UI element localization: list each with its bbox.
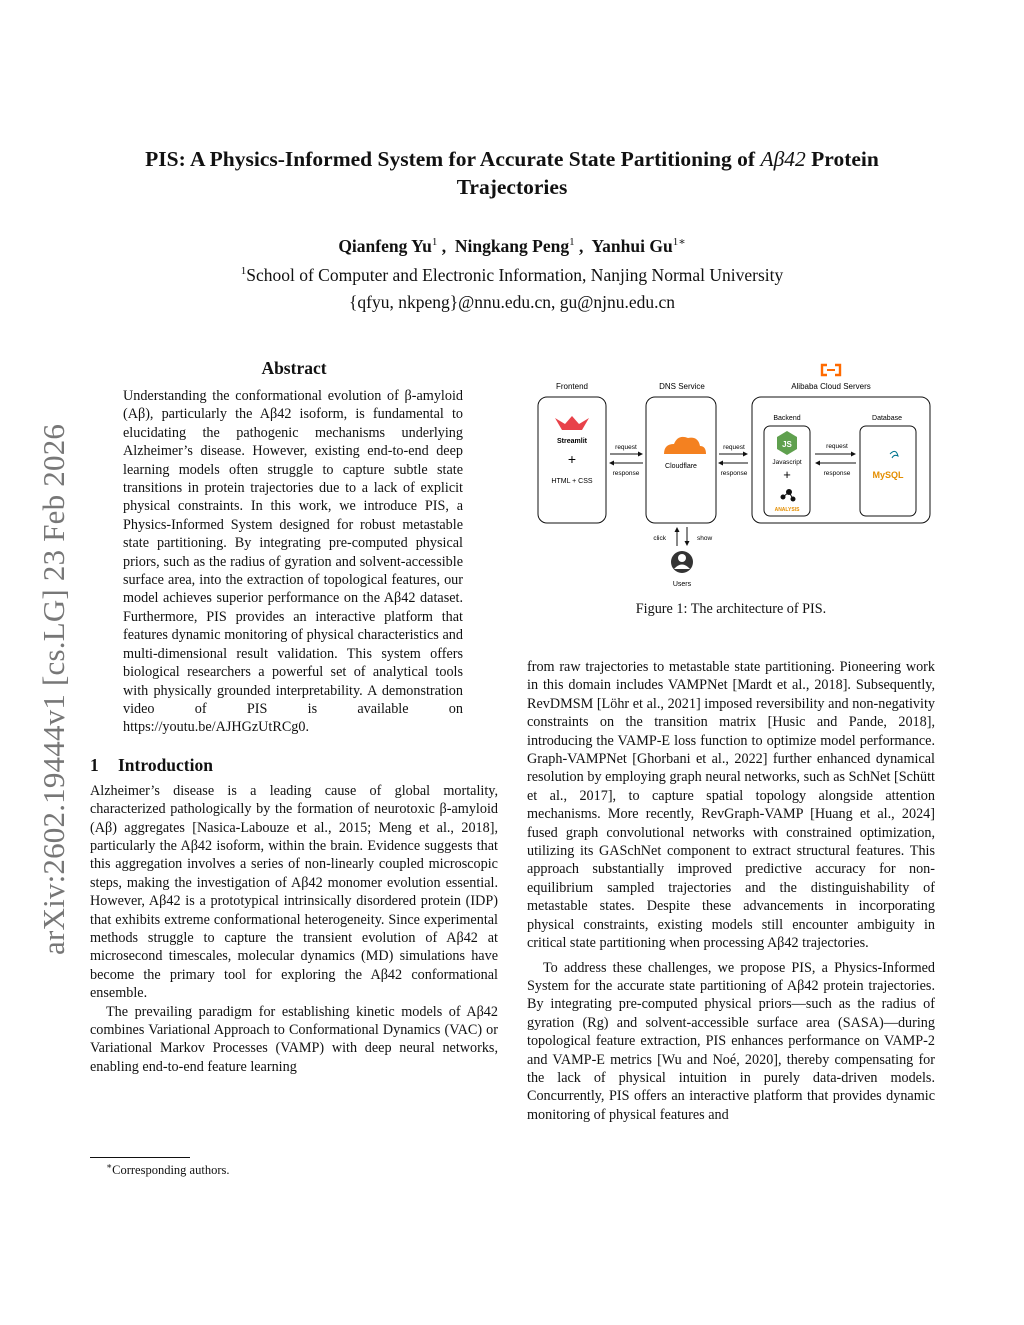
alibaba-cloud-icon <box>822 365 840 375</box>
architecture-figure <box>527 362 935 594</box>
intro-paragraph-1: Alzheimer’s disease is a leading cause of global mortality, characterized pathologically by the formation of neurotoxic β-amyloid (Aβ) aggregates [Nasica-Labouze et al., 2015; Meng et al., 2018], particularly the Aβ42 isoform, within the brain. Evidence suggests that this aggregation involves a series of non-linearly coupled microscopic steps, making the investigation of Aβ42 monomer evolution essential. However, Aβ42 is a prototypical intrinsically disordered protein (IDP) that exhibits extreme conformational heterogeneity. Since experimental methods struggle to capture the transient evolution of Aβ42 at microsecond timescales, molecular dynamics (MD) simulations have become the primary tool for exploring the Aβ42 conformational ensemble. <box>90 782 498 1002</box>
footnote-mark: ∗ <box>106 1161 113 1171</box>
cloudflare-label: Cloudflare <box>665 463 697 470</box>
dns-label: DNS Service <box>659 382 705 391</box>
figure-caption: Figure 1: The architecture of PIS. <box>635 601 827 617</box>
title-math: Aβ42 <box>760 147 806 171</box>
paper-title <box>80 145 944 201</box>
click-label: click <box>653 535 666 542</box>
author-mark: 1 <box>431 236 438 248</box>
author-name: Qianfeng Yu <box>338 235 432 256</box>
request-label-3: request <box>826 443 848 450</box>
arrow-response-1 <box>609 461 643 466</box>
svg-text:JS: JS <box>782 440 792 449</box>
intro-heading <box>90 755 498 776</box>
cloud-label: Alibaba Cloud Servers <box>791 382 871 391</box>
backend-label: Backend <box>773 415 801 422</box>
arxiv-identifier: arXiv:2602.19444v1 [cs.LG] 23 Feb 2026 <box>36 423 71 955</box>
title-text-a: PIS: A Physics-Informed System for Accurate State Partitioning of <box>145 147 761 171</box>
section-number: 1 <box>90 754 99 775</box>
response-label-2: response <box>720 470 748 477</box>
request-label-1: request <box>615 444 637 451</box>
database-label: Database <box>872 415 902 422</box>
dns-box <box>646 397 716 523</box>
intro-paragraph-4: To address these challenges, we propose PIS, a Physics-Informed System for the accurate state partitioning of Aβ42 protein trajectories. By integrating pre-computed physical priors—such as the radius of gyration (Rg) and solvent-accessible surface area (SASA)—during topological feature extraction, PIS enhances performance on VAMP-2 and VAMP-E metrics [Wu and Noé, 2020], thereby compensating for the lack of physical intuition in purely data-driven models. Concurrently, PIS offers an interactive platform that provides dynamic monitoring of physical features and <box>527 959 935 1123</box>
author-mark: 1 <box>569 236 575 248</box>
plus-sign: + <box>567 451 577 467</box>
affiliation-mark: 1 <box>240 265 247 277</box>
footnote <box>106 1161 229 1178</box>
footnote-rule <box>90 1157 190 1158</box>
title-text-c: Trajectories <box>456 175 568 199</box>
users-label: Users <box>672 581 692 588</box>
javascript-label: Javascript <box>772 459 802 466</box>
author-name: Ningkang Peng <box>454 235 570 256</box>
intro-paragraph-2: The prevailing paradigm for establishing kinetic models of Aβ42 combines Variational Approach to Conformational Dynamics (VAC) or Variational Markov Processes (VAMP) with deep neural networks, enabling end-to-end feature learning <box>90 1003 498 1075</box>
left-column <box>90 358 498 1076</box>
arrow-request-1 <box>610 452 643 457</box>
author-name: Yanhui Gu <box>591 235 673 256</box>
title-text-b: Protein <box>805 147 879 171</box>
arrow-response-2 <box>718 461 748 466</box>
footnote-text: Corresponding authors. <box>112 1163 230 1178</box>
users-icon <box>671 551 693 573</box>
response-label-3: response <box>823 470 851 477</box>
arrow-click <box>675 527 680 546</box>
mysql-label: MySQL <box>872 470 904 480</box>
emails: {qfyu, nkpeng}@nnu.edu.cn, gu@njnu.edu.cn <box>348 291 676 312</box>
frontend-label: Frontend <box>555 382 589 391</box>
author-mark: 1∗ <box>672 236 686 248</box>
streamlit-label: Streamlit <box>557 438 587 445</box>
abstract-heading: Abstract <box>261 358 327 378</box>
right-column <box>527 658 935 1124</box>
intro-paragraph-3: from raw trajectories to metastable state partitioning. Pioneering work in this domain includes VAMPNet [Mardt et al., 2018]. Subsequently, RevDMSM [Löhr et al., 2021] imposed reversibility and non-negativity constraints on the transition matrix [Husic and Pande, 2018], introducing the VAMP-E loss function to optimize model performance. Graph-VAMPNet [Ghorbani et al., 2022] further enhanced dynamical resolution by employing graph neural networks, such as SchNet [Schütt et al., 2017], to capture spatial topology alongside attention mechanisms. More recently, RevGraph-VAMP [Huang et al., 2024] fused graph convolutional networks with constrained optimization, utilizing its GASchNet component to extract structural features. This approach substantially improved predictive accuracy for non-equilibrium sampled trajectories and the distinguishability of metastable states. Despite these advancements in incorporating physical constraints, existing models still encounter ambiguity in critical state partitioning when processing Aβ42 trajectories. <box>527 659 935 952</box>
request-label-2: request <box>723 444 745 451</box>
plus-sign-backend: + <box>783 467 791 482</box>
show-label: show <box>697 535 713 542</box>
affiliation: School of Computer and Electronic Information, Nanjing Normal University <box>246 264 784 285</box>
arrow-request-2 <box>719 452 748 457</box>
affiliation-block <box>80 258 944 316</box>
html-css-label: HTML + CSS <box>551 478 593 485</box>
section-title: Introduction <box>118 754 213 775</box>
architecture-diagram <box>527 362 935 594</box>
abstract-text: Understanding the conformational evolution of β-amyloid (Aβ), particularly the Aβ42 isoform, is fundamental to elucidating the pathogenic mechanisms underlying Alzheimer’s disease. However, existing end-to-end deep learning models often struggle to capture subtle state transitions in protein trajectories due to a lack of explicit physical constraints. In this work, we introduce PIS, a Physics-Informed System designed for robust metastable state partitioning. By integrating pre-computed physical priors, such as the radius of gyration and solvent-accessible surface area, into the extraction of topological features, our model achieves superior performance on the Aβ42 dataset. Furthermore, PIS provides an interactive platform that features dynamic monitoring of physical characteristics and multi-dimensional result validation. This system offers biological researchers a powerful set of analytical tools with physically grounded interpretability. A demonstration video of PIS is available on https://youtu.be/AJHGzUtRCg0. <box>123 388 463 736</box>
arrow-show <box>685 527 690 546</box>
response-label-1: response <box>612 470 640 477</box>
analysis-label: ANALYSIS <box>774 507 800 513</box>
author-list: Qianfeng Yu$^1$ , Ningkang Peng$^1$ , Yanhui $Gu^{1∗}$ <box>338 235 686 256</box>
